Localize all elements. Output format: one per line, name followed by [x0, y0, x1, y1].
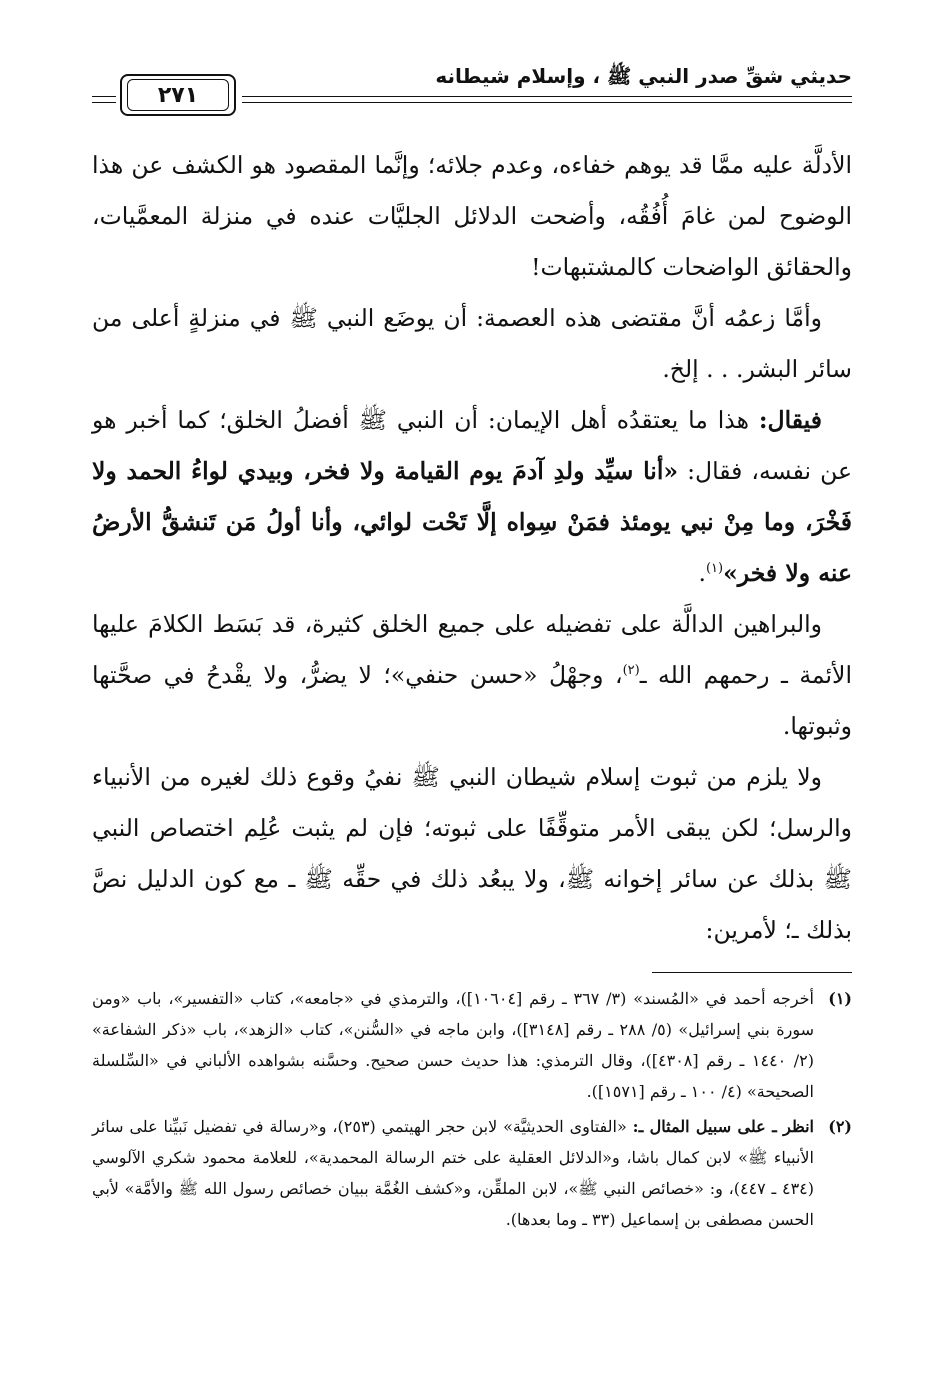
header-rule — [242, 96, 852, 103]
footnote-text: أخرجه أحمد في «المُسند» (٣/ ٣٦٧ ـ رقم [١٠٦٠٤])، والترمذي في «جامعه»، كتاب «التفسير»، باب «ومن سورة بني إسرائيل» (٥/ ٢٨٨ ـ رقم [٣١٤٨])، وابن ماجه في «السُّنن»، كتاب «الزهد»، باب «ذكر الشفاعة» (٢/ ١٤٤٠ ـ رقم [٤٣٠٨])، وقال الترمذي: هذا حديث حسن صحيح. وحسَّنه بشواهده الألباني في «السِّلسلة الصحيحة» (٤/ ١٠٠ ـ رقم [١٥٧١]). — [92, 989, 814, 1101]
footnote-ref-1[interactable]: (١) — [705, 561, 724, 577]
page-number-frame — [120, 74, 236, 116]
paragraph-3-text: هذا ما يعتقدُه أهل الإيمان: أن النبي ﷺ أفضلُ الخلق؛ كما أخبر هو عن نفسه، فقال: — [92, 406, 852, 485]
main-text — [92, 140, 852, 956]
paragraph-4-b: ، وجهْلُ «حسن حنفي»؛ لا يضرُّ، ولا يقْدحُ في صحَّتها وثبوتها. — [92, 661, 852, 740]
paragraph-4 — [92, 599, 852, 752]
paragraph-3-lead: فيقال: — [758, 406, 822, 434]
page-header — [92, 60, 852, 120]
paragraph-2: وأمَّا زعمُه أنَّ مقتضى هذه العصمة: أن يوضَع النبي ﷺ في منزلةٍ أعلى من سائر البشر. . . إلخ. — [92, 304, 852, 383]
header-rule-left — [92, 96, 116, 103]
paragraph-3-end: . — [698, 559, 706, 587]
hadith-quote: «أنا سيِّد ولدِ آدمَ يوم القيامة ولا فخر، وبيدي لواءُ الحمد ولا فَخْرَ، وما مِنْ نبي يومئذ فمَنْ سِواه إلَّا تَحْت لوائي، وأنا أولُ مَن تَنشقُّ الأرضُ عنه ولا فخر» — [92, 457, 852, 587]
footnote-text — [92, 1111, 814, 1235]
paragraph-5: ولا يلزم من ثبوت إسلام شيطان النبي ﷺ نفيُ وقوع ذلك لغيره من الأنبياء والرسل؛ لكن يبقى الأمر متوقِّفًا على ثبوته؛ فإن لم يثبت عُلِم اختصاص النبي ﷺ بذلك عن سائر إخوانه ﷺ، ولا يبعُد ذلك في حقِّه ﷺ ـ مع كون الدليل نصَّ بذلك ـ؛ لأمرين: — [92, 763, 852, 944]
footnote-number: (١) — [828, 989, 852, 1008]
footnotes — [92, 983, 852, 1235]
page-number: ٢٧١ — [127, 79, 229, 111]
footnote-body: «الفتاوى الحديثيَّة» لابن حجر الهيتمي (٢٥٣)، و«رسالة في تفضيل نَبيِّنا على سائر الأنبياء ﷺ» لابن كمال باشا، و«الدلائل العقلية على ختم الرسالة المحمدية»، للعلامة محمود شكري الآلوسي (٤٣٤ ـ ٤٤٧)، و: «خصائص النبي ﷺ»، لابن الملقِّن، و«كشف الغُمَّة ببيان خصائص رسول الله ﷺ والأمَّة» لأبي الحسن مصطفى بن إسماعيل (٣٣ ـ وما بعدها). — [92, 1117, 814, 1229]
footnote-number: (٢) — [828, 1117, 852, 1136]
footnote-1 — [92, 983, 852, 1107]
footnote-ref-2[interactable]: (٢) — [622, 663, 640, 679]
footnote-lead: انظر ـ على سبيل المثال ـ: — [632, 1117, 815, 1136]
paragraph-4-a: والبراهين الدالَّة على تفضيله على جميع الخلق كثيرة، قد بَسَط الكلامَ عليها الأئمة ـ رحمهم الله ـ — [92, 610, 852, 689]
footnote-2 — [92, 1111, 852, 1235]
paragraph-3 — [92, 395, 852, 599]
footnote-separator — [652, 972, 852, 973]
paragraph-1: الأدلَّة عليه ممَّا قد يوهم خفاءه، وعدم جلائه؛ وإنَّما المقصود هو الكشف عن هذا الوضوح لمن غامَ أُفُقُه، وأضحت الدلائل الجليَّات عنده في منزلة المعمَّيات، والحقائق الواضحات كالمشتبهات! — [92, 151, 852, 281]
book-page — [92, 60, 852, 1340]
running-title: حديثي شقِّ صدر النبي ﷺ ، وإسلام شيطانه — [435, 64, 852, 88]
